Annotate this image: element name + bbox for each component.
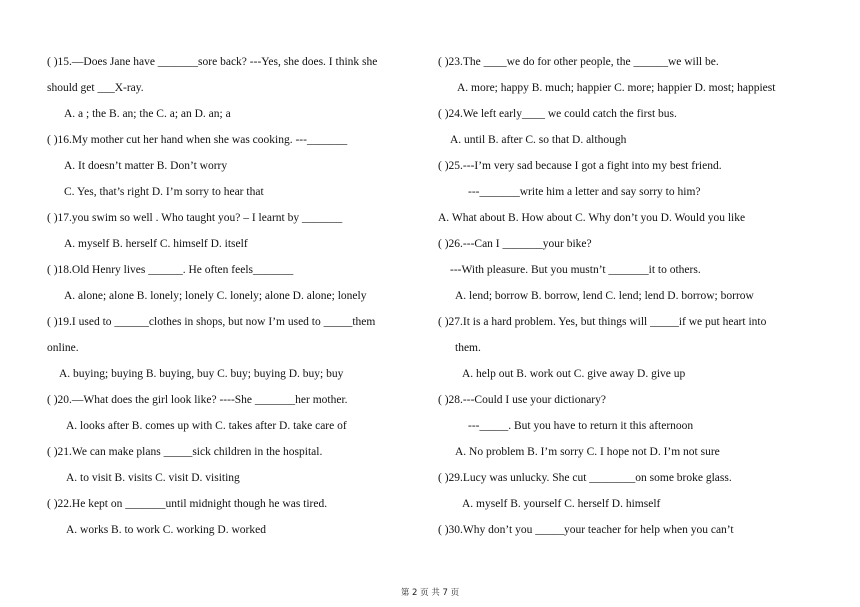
left-text-line: A. works B. to work C. working D. worked [66, 524, 266, 536]
left-text-line: online. [47, 342, 79, 354]
right-text-line: ( )29.Lucy was unlucky. She cut ________on some broke glass. [438, 472, 732, 484]
left-text-line: should get ___X-ray. [47, 82, 144, 94]
right-text-line: ---_______write him a letter and say sorry to him? [468, 186, 701, 198]
right-text-line: A. myself B. yourself C. herself D. himself [462, 498, 661, 510]
right-text-line: ( )28.---Could I use your dictionary? [438, 394, 606, 406]
left-text-line: A. myself B. herself C. himself D. itself [64, 238, 248, 250]
right-text-line: ( )25.---I’m very sad because I got a fight into my best friend. [438, 160, 722, 172]
right-text-line: A. lend; borrow B. borrow, lend C. lend; lend D. borrow; borrow [455, 290, 754, 302]
right-text-line: A. No problem B. I’m sorry C. I hope not D. I’m not sure [455, 446, 720, 458]
left-text-line: C. Yes, that’s right D. I’m sorry to hear that [64, 186, 264, 198]
left-text-line: A. a ; the B. an; the C. a; an D. an; a [64, 108, 231, 120]
right-text-line: ( )23.The ____we do for other people, the ______we will be. [438, 56, 719, 68]
right-text-line: A. What about B. How about C. Why don’t you D. Would you like [438, 212, 746, 224]
left-text-line: A. looks after B. comes up with C. takes after D. take care of [66, 420, 347, 432]
left-text-line: A. to visit B. visits C. visit D. visiting [66, 472, 240, 484]
left-text-line: ( )19.I used to ______clothes in shops, but now I’m used to _____them [47, 316, 376, 328]
right-text-line: A. more; happy B. much; happier C. more; happier D. most; happiest [457, 82, 776, 94]
right-text-line: ---With pleasure. But you mustn’t _______it to others. [450, 264, 701, 276]
left-text-line: ( )21.We can make plans _____sick children in the hospital. [47, 446, 323, 458]
left-text-line: ( )16.My mother cut her hand when she was cooking. ---_______ [47, 134, 348, 146]
right-text-line: them. [455, 342, 481, 354]
right-text-line: ( )27.It is a hard problem. Yes, but things will _____if we put heart into [438, 316, 767, 328]
left-text-line: ( )15.—Does Jane have _______sore back? ---Yes, she does. I think she [47, 56, 378, 68]
left-text-line: ( )17.you swim so well . Who taught you? – I learnt by _______ [47, 212, 343, 224]
left-text-line: A. alone; alone B. lonely; lonely C. lonely; alone D. alone; lonely [64, 290, 367, 302]
left-text-line: A. buying; buying B. buying, buy C. buy; buying D. buy; buy [59, 368, 344, 380]
right-text-line: ( )30.Why don’t you _____your teacher for help when you can’t [438, 524, 734, 536]
right-text-line: ( )24.We left early____ we could catch the first bus. [438, 108, 677, 120]
left-text-line: ( )22.He kept on _______until midnight though he was tired. [47, 498, 328, 510]
page-footer: 第 2 页 共 7 页 [400, 588, 460, 598]
right-text-line: ( )26.---Can I _______your bike? [438, 238, 592, 250]
left-text-line: ( )20.—What does the girl look like? ----She _______her mother. [47, 394, 348, 406]
left-text-line: ( )18.Old Henry lives ______. He often feels_______ [47, 264, 294, 276]
right-text-line: ---_____. But you have to return it this afternoon [468, 420, 694, 432]
right-text-line: A. help out B. work out C. give away D. give up [462, 368, 686, 380]
left-text-line: A. It doesn’t matter B. Don’t worry [64, 160, 228, 172]
right-text-line: A. until B. after C. so that D. although [450, 134, 627, 146]
